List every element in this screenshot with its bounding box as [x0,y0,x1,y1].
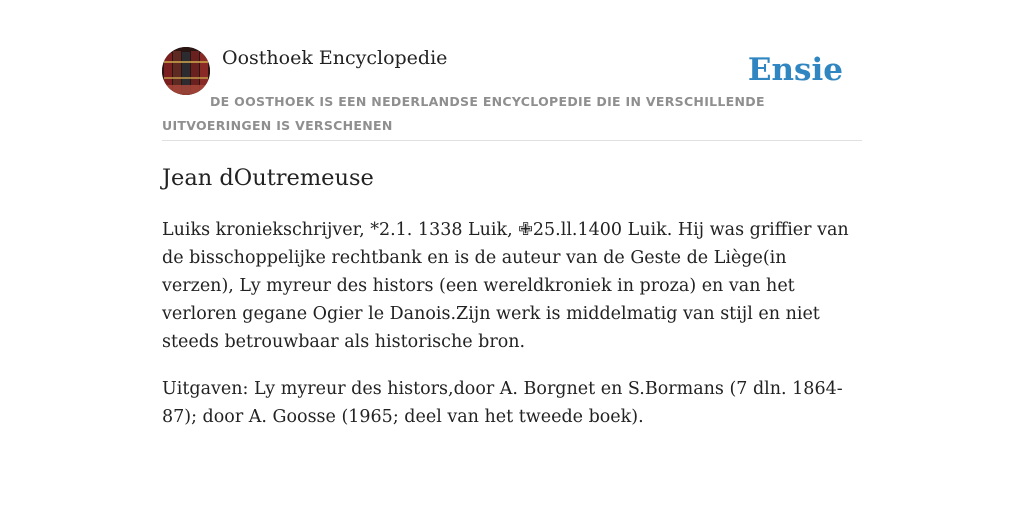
article-paragraph: Uitgaven: Ly myreur des histors,door A. Borgnet en S.Bormans (7 dln. 1864-87); door A. Goosse (1965; deel van het tweede boek). [162,379,843,427]
site-header [162,46,862,141]
article-title: Jean dOutremeuse [162,165,374,191]
encyclopedia-books-icon[interactable] [162,47,210,95]
site-name[interactable]: Oosthoek Encyclopedie [222,47,448,69]
article-paragraph: Luiks kroniekschrijver, *2.1. 1338 Luik, ✙25.ll.1400 Luik. Hij was griffier van de bisschoppelijke rechtbank en is de auteur van de Geste de Liège(in verzen), Ly myreur des histors (een wereldkroniek in proza) en van het verloren gegane Ogier le Danois.Zijn werk is middelmatig van stijl en niet steeds betrouwbaar als historische bron. [162,220,849,352]
brand-logo[interactable]: Ensie [747,52,843,88]
site-tagline: DE OOSTHOEK IS EEN NEDERLANDSE ENCYCLOPEDIE DIE IN VERSCHILLENDE UITVOERINGEN IS VERSCHENEN [162,94,765,133]
article [162,162,862,431]
